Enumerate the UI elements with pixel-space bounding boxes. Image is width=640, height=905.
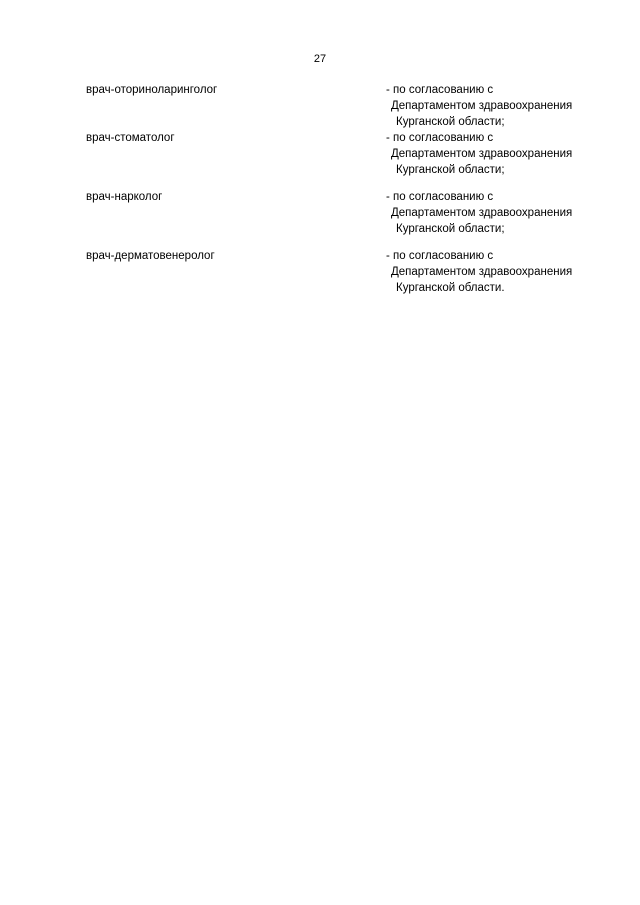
approval-note-line: - по согласованию с [386, 191, 494, 203]
approval-note [386, 248, 626, 296]
approval-note-line: Курганской области. [396, 282, 505, 294]
doctor-role: врач-дерматовенеролог [86, 250, 215, 262]
page-number: 27 [313, 53, 327, 65]
approval-note-line: Курганской области; [396, 164, 505, 176]
doctor-role: врач-оториноларинголог [86, 84, 218, 96]
approval-note [386, 189, 626, 237]
doctor-role: врач-стоматолог [86, 132, 175, 144]
approval-note-line: Департаментом здравоохранения [391, 266, 573, 278]
doctor-role: врач-нарколог [86, 191, 163, 203]
approval-note-line: Курганской области; [396, 223, 505, 235]
approval-note-line: - по согласованию с [386, 250, 494, 262]
approval-note [386, 82, 626, 130]
approval-note-line: Департаментом здравоохранения [391, 148, 573, 160]
approval-note-line: - по согласованию с [386, 84, 494, 96]
approval-note [386, 130, 626, 178]
approval-note-line: - по согласованию с [386, 132, 494, 144]
approval-note-line: Курганской области; [396, 116, 505, 128]
approval-note-line: Департаментом здравоохранения [391, 207, 573, 219]
approval-note-line: Департаментом здравоохранения [391, 100, 573, 112]
